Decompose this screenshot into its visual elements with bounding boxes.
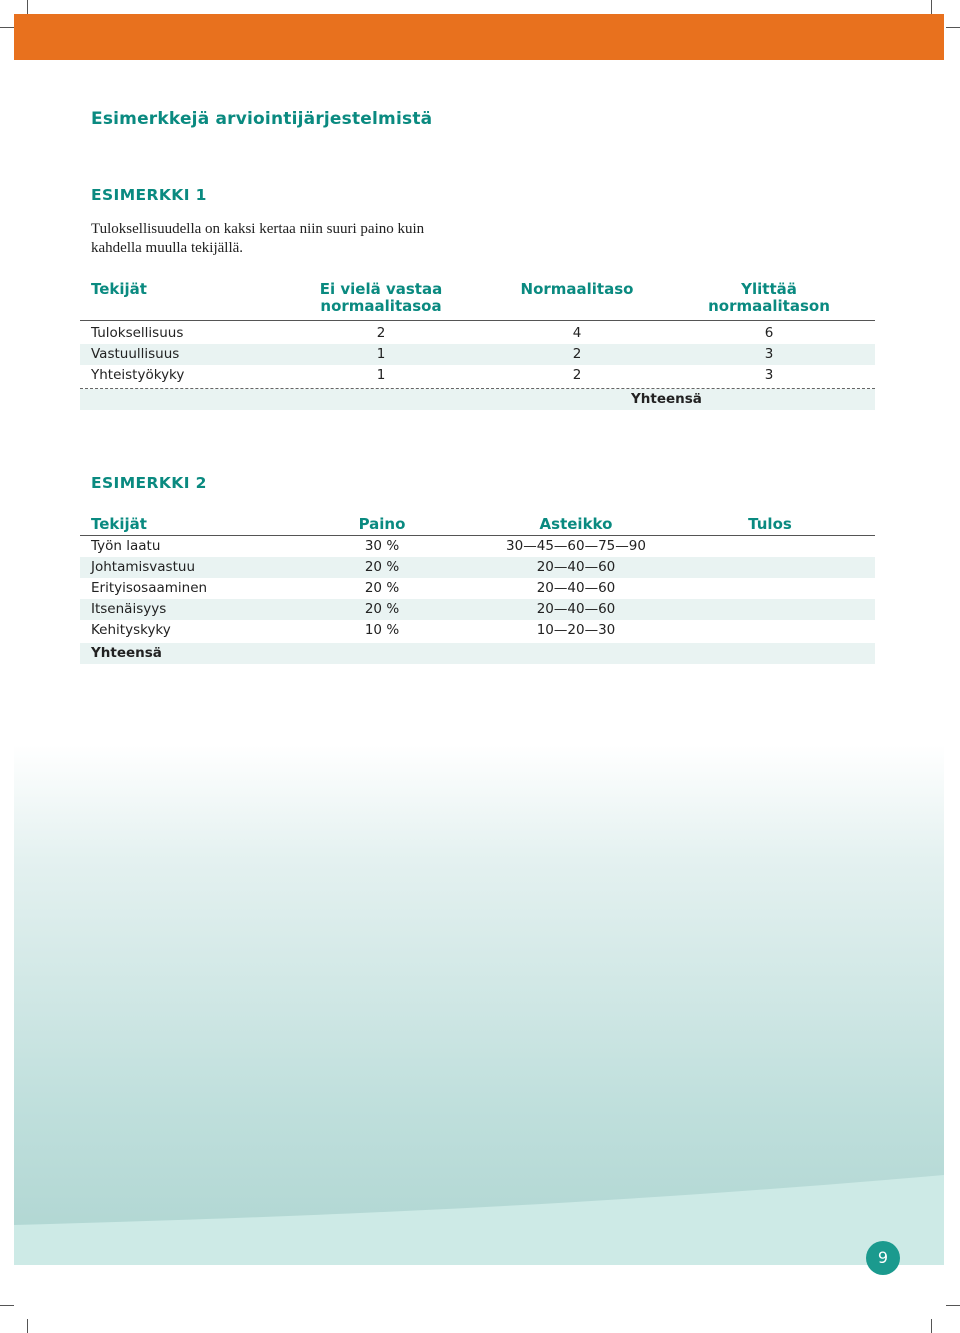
col-header-above-normal-line2: normaalitason — [708, 297, 830, 315]
cell-weight: 20 % — [364, 601, 400, 617]
cell-scale: 30—45—60—75—90 — [506, 538, 646, 554]
col-header-below-normal-line1: Ei vielä vastaa — [319, 280, 443, 298]
cell-weight: 30 % — [364, 538, 400, 554]
cell-weight: 10 % — [364, 622, 400, 638]
cell-scale: 20—40—60 — [536, 580, 616, 596]
table-row — [80, 536, 875, 557]
row-label: Kehityskyky — [91, 622, 171, 638]
cell-weight: 20 % — [364, 559, 400, 575]
col-header-asteikko: Asteikko — [539, 515, 613, 533]
cell-value: 6 — [764, 325, 774, 341]
header-rule — [80, 320, 875, 321]
example1-intro-line1: Tuloksellisuudella on kaksi kertaa niin suuri paino kuin — [91, 221, 425, 237]
cell-scale: 10—20—30 — [536, 622, 616, 638]
table-row — [80, 620, 875, 641]
crop-mark — [931, 1319, 932, 1333]
cell-scale: 20—40—60 — [536, 601, 616, 617]
cell-value: 2 — [376, 325, 386, 341]
row-label: Työn laatu — [91, 538, 161, 554]
crop-mark — [0, 1305, 14, 1306]
cell-value: 1 — [376, 367, 386, 383]
row-label: Vastuullisuus — [91, 346, 180, 362]
total-row — [80, 643, 875, 664]
example1-intro — [91, 220, 491, 258]
col-header-paino: Paino — [358, 515, 406, 533]
total-label: Yhteensä — [91, 645, 162, 661]
decorative-wave — [14, 1170, 944, 1265]
crop-mark — [27, 1319, 28, 1333]
col-header-tekijat: Tekijät — [91, 515, 147, 533]
cell-value: 1 — [376, 346, 386, 362]
example2-title: ESIMERKKI 2 — [91, 474, 207, 492]
cell-value: 3 — [764, 367, 774, 383]
total-row — [80, 389, 875, 410]
header-color-band — [14, 14, 944, 60]
page-number-badge: 9 — [866, 1241, 900, 1275]
row-label: Tuloksellisuus — [91, 325, 184, 341]
example1-table — [80, 280, 875, 410]
cell-value: 2 — [572, 367, 582, 383]
cell-value: 2 — [572, 346, 582, 362]
crop-mark — [946, 27, 960, 28]
row-label: Itsenäisyys — [91, 601, 167, 617]
example1-title: ESIMERKKI 1 — [91, 186, 207, 204]
col-header-above-normal-line1: Ylittää — [741, 280, 797, 298]
col-header-above-normal — [689, 281, 849, 315]
cell-value: 3 — [764, 346, 774, 362]
row-label: Yhteistyökyky — [91, 367, 185, 383]
table-row — [80, 578, 875, 599]
cell-weight: 20 % — [364, 580, 400, 596]
crop-mark — [0, 27, 14, 28]
table-row — [80, 344, 875, 365]
col-header-below-normal — [301, 281, 461, 315]
table-row — [80, 557, 875, 578]
table-row — [80, 323, 875, 344]
page-title: Esimerkkejä arviointijärjestelmistä — [91, 109, 433, 129]
wave-shape — [14, 1175, 944, 1265]
col-header-below-normal-line2: normaalitasoa — [320, 297, 442, 315]
row-label: Johtamisvastuu — [91, 559, 195, 575]
table-row — [80, 365, 875, 386]
col-header-normal: Normaalitaso — [520, 280, 634, 298]
example1-intro-line2: kahdella muulla tekijällä. — [91, 240, 244, 256]
row-label: Erityisosaaminen — [91, 580, 208, 596]
crop-mark — [27, 0, 28, 14]
total-label: Yhteensä — [631, 391, 702, 407]
crop-mark — [931, 0, 932, 14]
crop-mark — [946, 1305, 960, 1306]
example2-table — [80, 515, 875, 665]
cell-scale: 20—40—60 — [536, 559, 616, 575]
col-header-tekijat: Tekijät — [91, 280, 147, 298]
table-row — [80, 599, 875, 620]
col-header-tulos: Tulos — [748, 515, 792, 533]
cell-value: 4 — [572, 325, 582, 341]
